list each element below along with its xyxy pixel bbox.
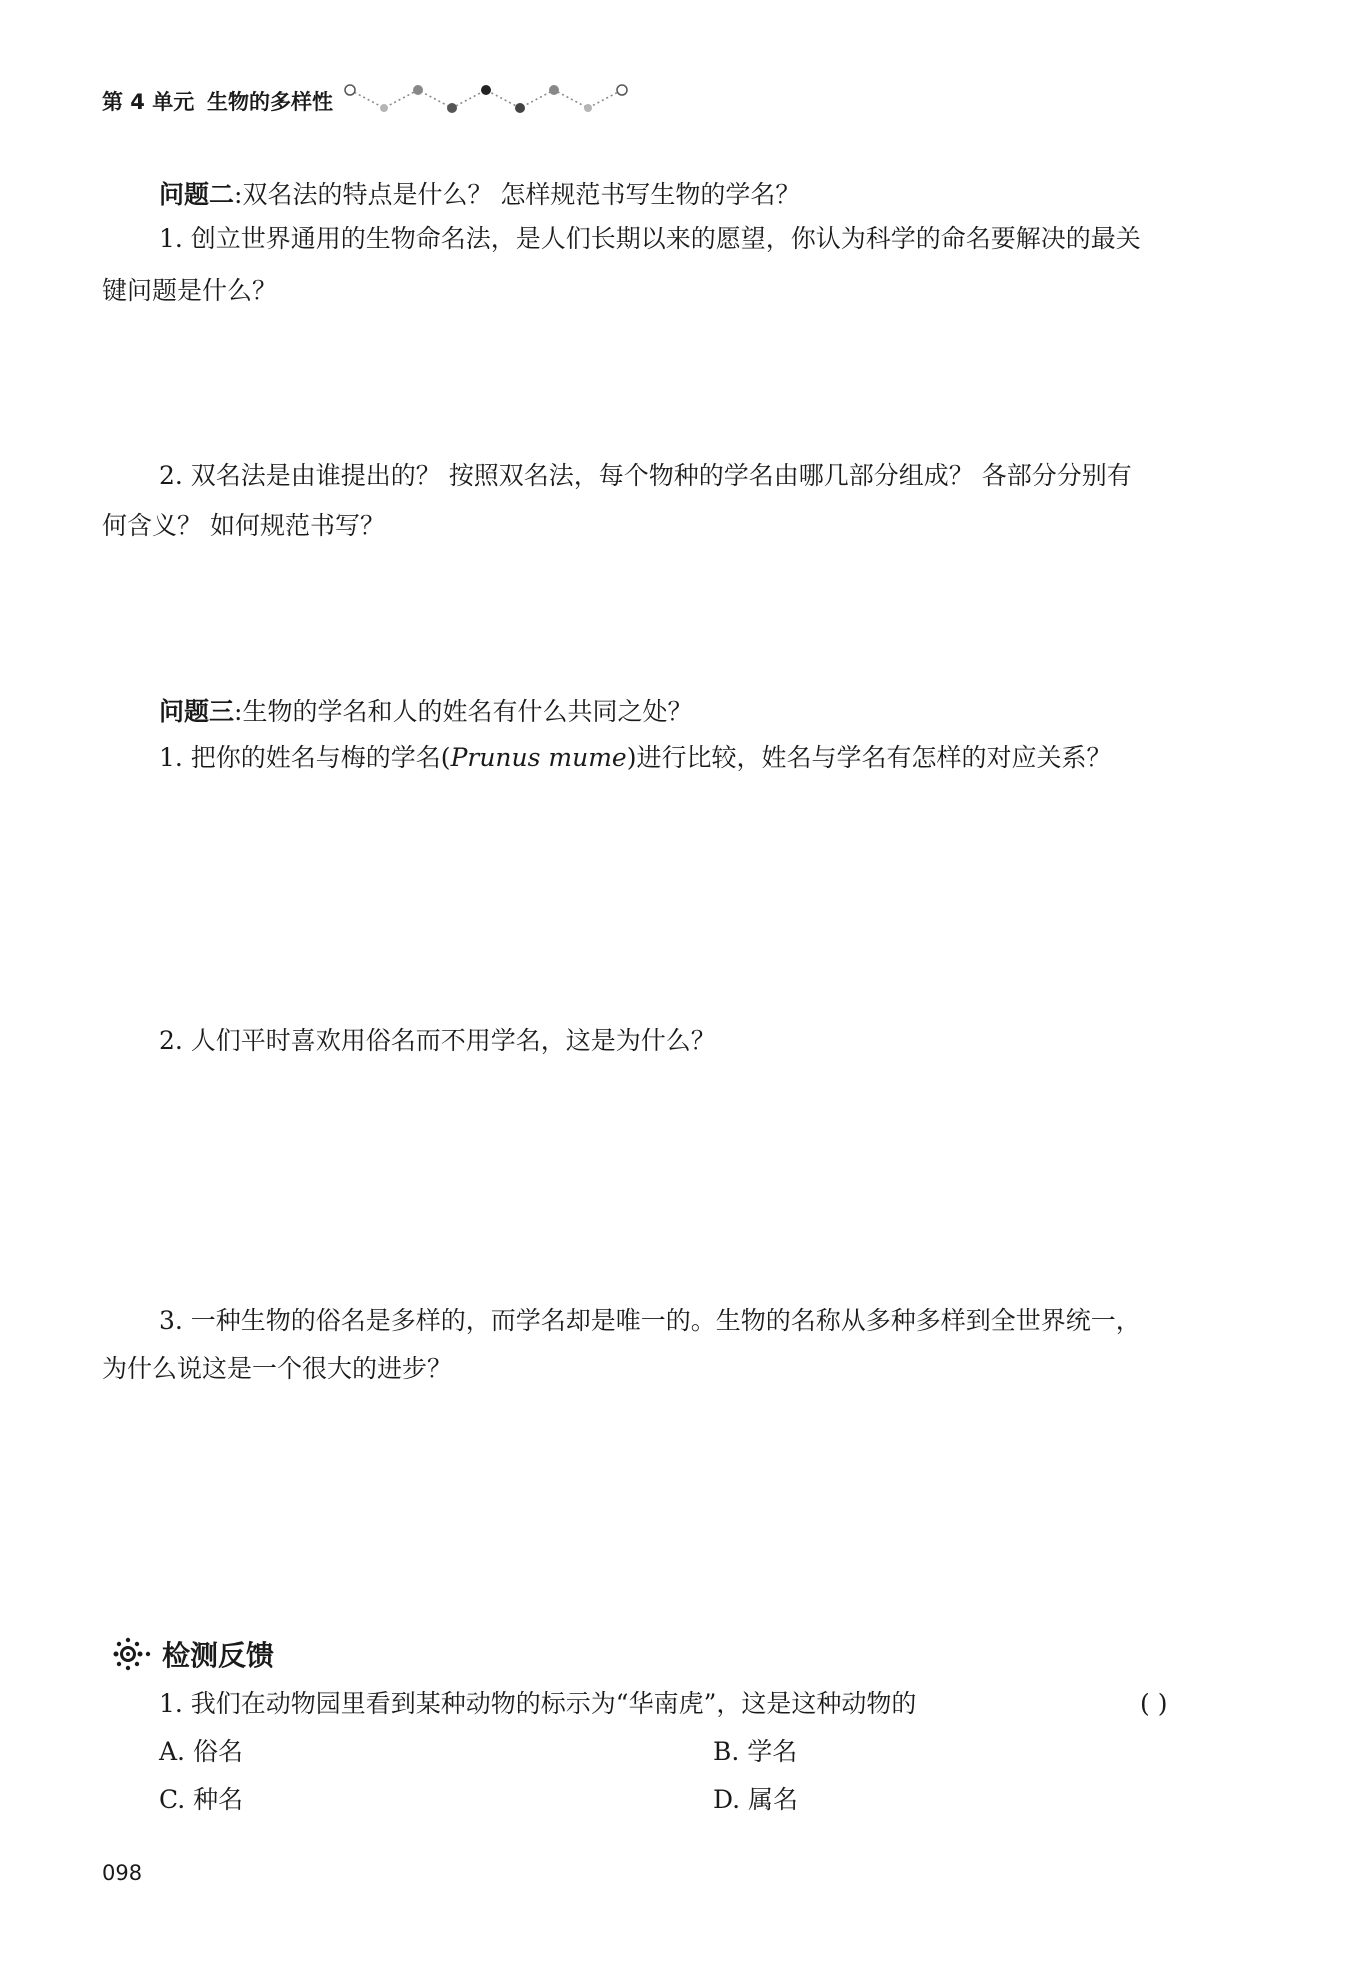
- question3-item1-pre: 1. 把你的姓名与梅的学名(: [159, 743, 451, 772]
- question3-item1-post: )进行比较，姓名与学名有怎样的对应关系？: [626, 743, 1112, 772]
- magnifier-sun-icon: [108, 1635, 154, 1673]
- feedback-q1-stem: 1. 我们在动物园里看到某种动物的标示为“华南虎”，这是这种动物的: [159, 1689, 917, 1718]
- question2-title-rest: :双名法的特点是什么？ 怎样规范书写生物的学名？: [234, 180, 801, 209]
- zigzag-dots-ornament-icon: [342, 78, 632, 120]
- feedback-heading-text: 检测反馈: [162, 1639, 275, 1672]
- option-c: C. 种名: [159, 1785, 244, 1814]
- question2-item1-line1: 1. 创立世界通用的生物命名法，是人们长期以来的愿望，你认为科学的命名要解决的最关: [159, 224, 1141, 253]
- question3-title-lead: 问题三: [159, 697, 235, 726]
- question2-item2-line2: 何含义？ 如何规范书写？: [102, 511, 385, 540]
- question2-title-lead: 问题二: [159, 180, 235, 209]
- question2-item1-line2: 键问题是什么？: [102, 276, 278, 305]
- option-b: B. 学名: [713, 1737, 798, 1766]
- question2-item2-line1: 2. 双名法是由谁提出的？ 按照双名法，每个物种的学名由哪几部分组成？ 各部分分别有: [159, 461, 1132, 490]
- page-number: 098: [102, 1861, 143, 1885]
- question3-title: [159, 697, 692, 727]
- question3-item1: [159, 743, 1112, 773]
- option-a: A. 俗名: [159, 1737, 243, 1766]
- answer-brackets: ( ): [1140, 1689, 1168, 1718]
- question3-item3-line2: 为什么说这是一个很大的进步？: [102, 1354, 453, 1383]
- feedback-heading: [108, 1634, 274, 1674]
- question3-item3-line1: 3. 一种生物的俗名是多样的，而学名却是唯一的。生物的名称从多种多样到全世界统一，: [159, 1306, 1141, 1335]
- question3-item2: 2. 人们平时喜欢用俗名而不用学名，这是为什么？: [159, 1026, 716, 1055]
- question2-title: [159, 180, 800, 210]
- chapter-title: 生物的多样性: [207, 90, 333, 114]
- option-d: D. 属名: [713, 1785, 799, 1814]
- unit-label: 第 4 单元: [102, 90, 195, 114]
- scientific-name: Prunus mume: [450, 743, 627, 772]
- question3-title-rest: :生物的学名和人的姓名有什么共同之处？: [234, 697, 693, 726]
